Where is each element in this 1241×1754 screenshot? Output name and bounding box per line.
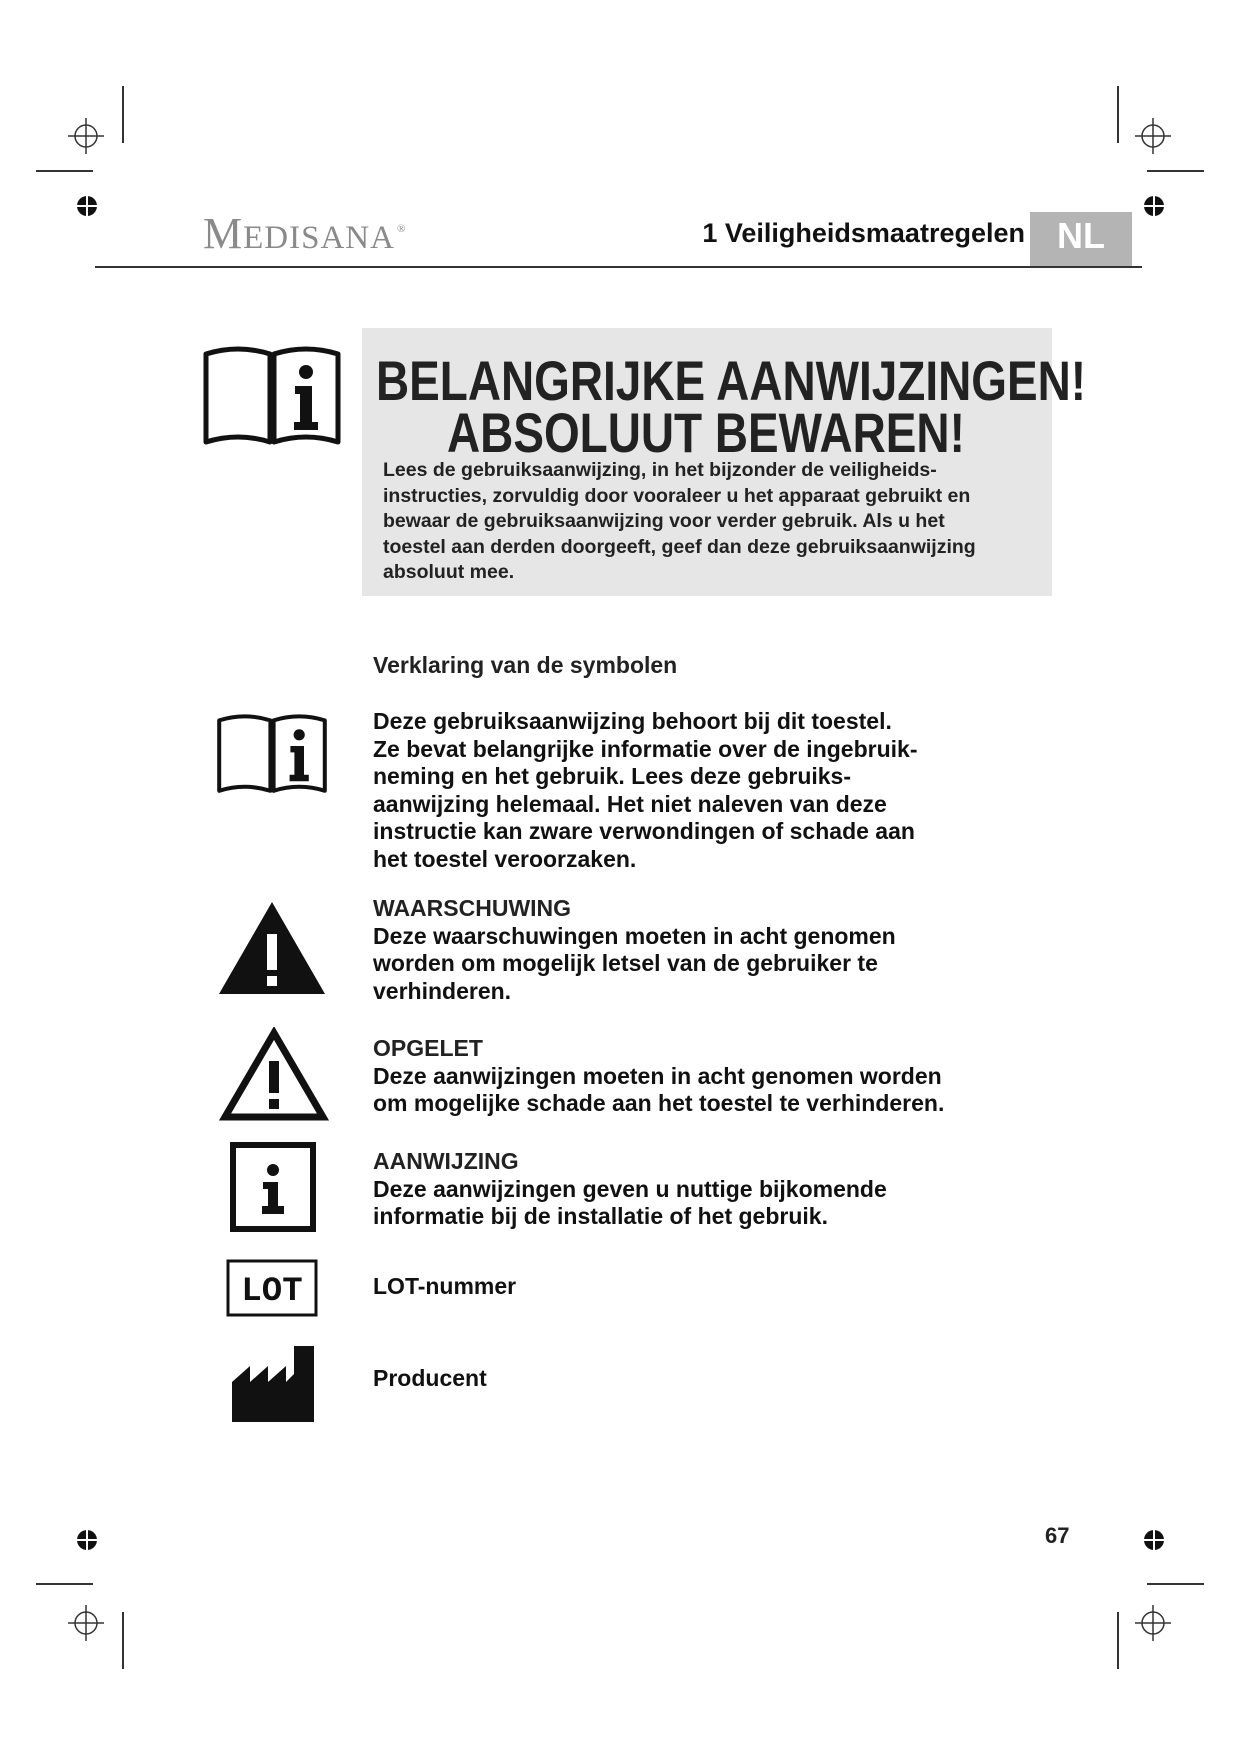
- caution-icon: [219, 1027, 329, 1123]
- crop-line: [122, 1612, 124, 1669]
- notice-heading: BELANGRIJKE AANWIJZINGEN!: [376, 349, 1087, 412]
- manual-icon: [202, 344, 342, 448]
- crop-line: [1147, 1583, 1204, 1585]
- crop-line: [36, 1583, 93, 1585]
- lot-icon: [226, 1259, 318, 1317]
- legend-entry-manual: Deze gebruiksaanwijzing behoort bij dit toestel. Ze bevat belangrijke informatie over de ingebruik- neming en het gebruik. Lees deze gebruiks- aanwijzing helemaal. Het niet naleven van deze instructie kan zware verwondingen of schade aan het toestel veroorzaken.: [373, 708, 918, 872]
- section-title: 1 Veiligheidsmaatregelen: [702, 218, 1025, 248]
- registration-dot: [77, 1530, 97, 1550]
- legend-entry-note: AANWIJZING Deze aanwijzingen geven u nuttige bijkomende informatie bij de installatie of het gebruik.: [373, 1148, 1013, 1231]
- notice-subheading: ABSOLUUT BEWAREN!: [447, 401, 965, 464]
- warning-heading: WAARSCHUWING: [373, 895, 572, 921]
- manufacturer-icon: [230, 1344, 316, 1424]
- registration-dot: [1144, 196, 1164, 216]
- legend-entry-caution: OPGELET Deze aanwijzingen moeten in acht genomen worden om mogelijke schade aan het toestel te verhinderen.: [373, 1035, 1013, 1118]
- info-icon: [230, 1142, 316, 1232]
- crop-line: [1147, 170, 1204, 172]
- legend-entry-warning: WAARSCHUWING Deze waarschuwingen moeten in acht genomen worden om mogelijk letsel van de gebruiker te verhinderen.: [373, 895, 1013, 1005]
- header-rule: [95, 266, 1142, 268]
- crop-line: [36, 170, 93, 172]
- crop-line: [1117, 86, 1119, 143]
- page-number: 67: [1045, 1523, 1070, 1548]
- brand-logo: MEDISANA ®: [203, 209, 407, 258]
- registration-dot: [1144, 1530, 1164, 1550]
- registration-mark-top-right: [1133, 116, 1173, 156]
- note-heading: AANWIJZING: [373, 1148, 519, 1174]
- language-tab: NL: [1030, 212, 1132, 266]
- legend-entry-lot: LOT-nummer: [373, 1273, 517, 1299]
- manual-icon: [216, 712, 328, 796]
- caution-heading: OPGELET: [373, 1035, 483, 1061]
- lot-symbol-text: LOT: [241, 1273, 303, 1311]
- legend-entry-manufacturer: Producent: [373, 1365, 487, 1391]
- legend-title: Verklaring van de symbolen: [373, 652, 678, 678]
- crop-line: [1117, 1612, 1119, 1669]
- registration-mark-bottom-right: [1133, 1603, 1173, 1643]
- crop-line: [122, 86, 124, 143]
- registration-dot: [77, 196, 97, 216]
- notice-body: Lees de gebruiksaanwijzing, in het bijzonder de veiligheids- instructies, zorvuldig door vooraleer u het apparaat gebruikt en bewaar de gebruiksaanwijzing voor verder gebruik. Als u het toestel aan derden doorgeeft, geef dan deze gebruiksaanwijzing absoluut mee.: [383, 459, 976, 583]
- registration-mark-top-left: [66, 116, 106, 156]
- warning-icon: [217, 900, 327, 996]
- registration-mark-bottom-left: [66, 1603, 106, 1643]
